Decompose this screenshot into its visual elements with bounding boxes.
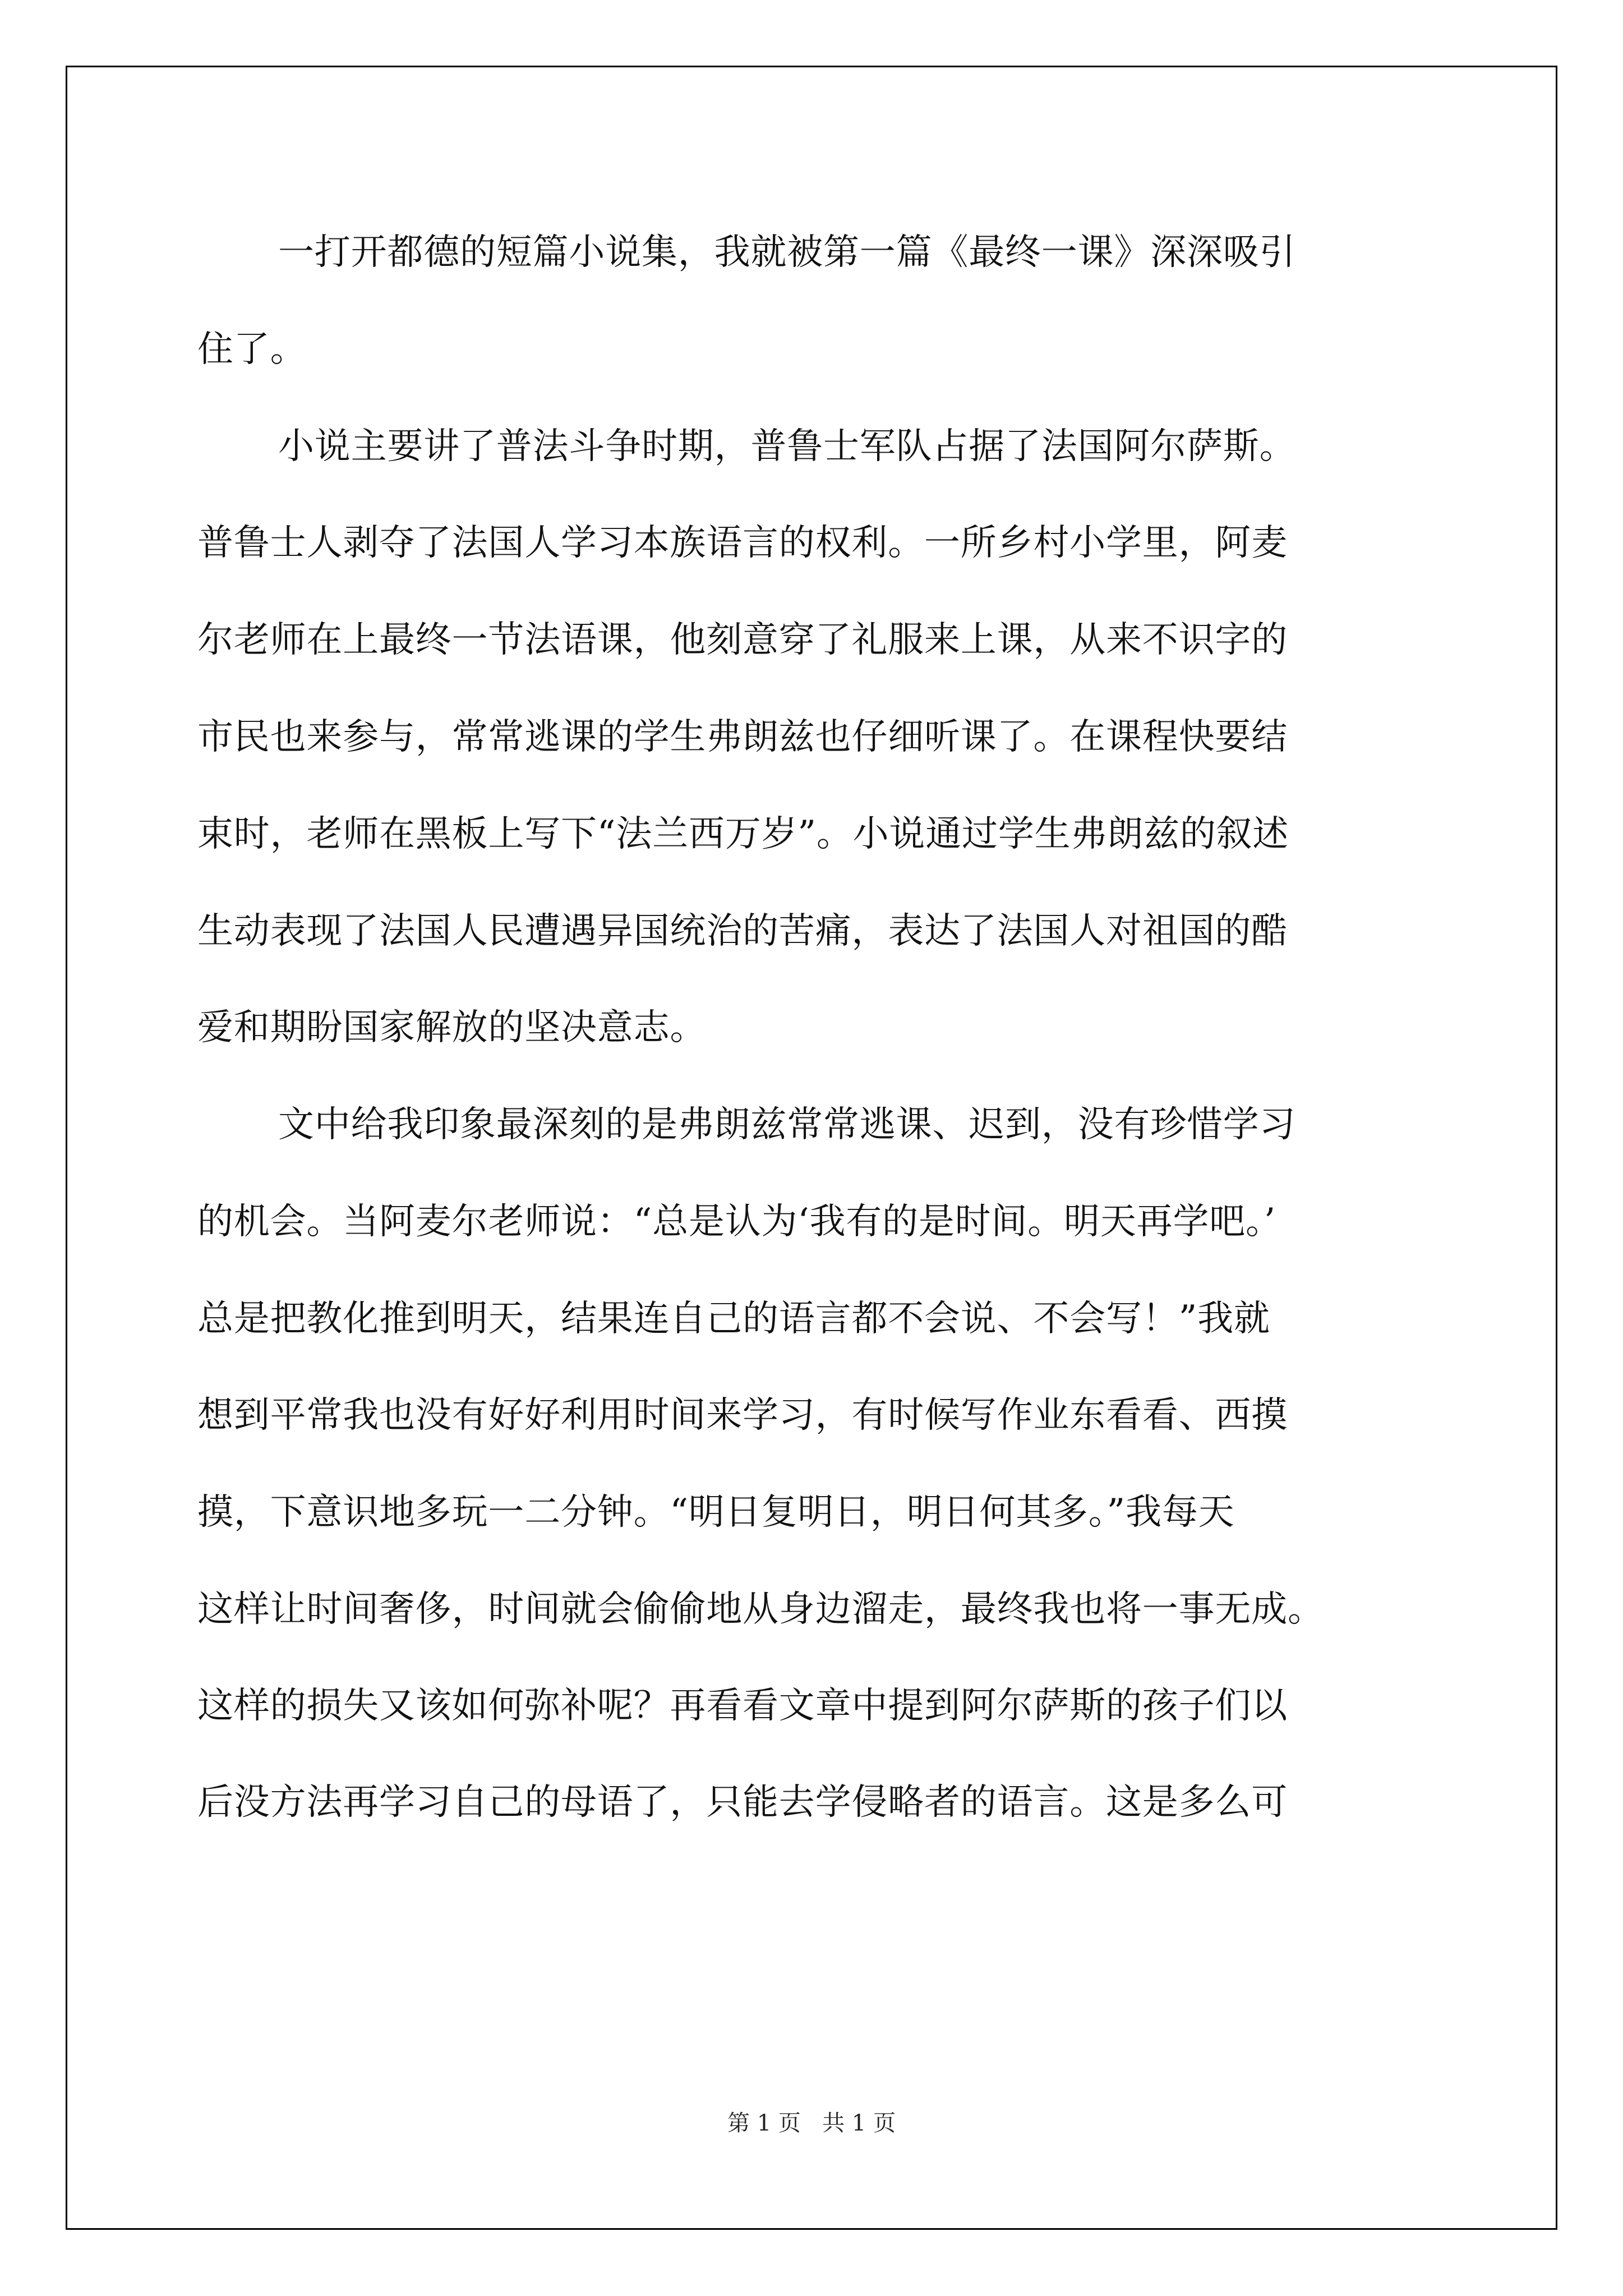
text-line: 一打开都德的短篇小说集，我就被第一篇《最终一课》深深吸引 xyxy=(278,232,1296,273)
text-line: 市民也来参与，常常逃课的学生弗朗兹也仔细听课了。在课程快要结 xyxy=(197,716,1288,758)
text-line: 总是把教化推到明天，结果连自己的语言都不会说、不会写！”我就 xyxy=(197,1298,1270,1340)
text-line: 这样的损失又该如何弥补呢？再看看文章中提到阿尔萨斯的孩子们以 xyxy=(197,1685,1288,1727)
text-line: 摸，下意识地多玩一二分钟。“明日复明日，明日何其多。”我每天 xyxy=(197,1492,1235,1533)
text-line: 普鲁士人剥夺了法国人学习本族语言的权利。一所乡村小学里，阿麦 xyxy=(197,522,1288,564)
text-line: 小说主要讲了普法斗争时期，普鲁士军队占据了法国阿尔萨斯。 xyxy=(278,426,1296,467)
text-line: 文中给我印象最深刻的是弗朗兹常常逃课、迟到，没有珍惜学习 xyxy=(278,1104,1296,1145)
text-line: 这样让时间奢侈，时间就会偷偷地从身边溜走，最终我也将一事无成。 xyxy=(197,1589,1324,1630)
text-line: 生动表现了法国人民遭遇异国统治的苦痛，表达了法国人对祖国的酷 xyxy=(197,910,1288,952)
text-line: 后没方法再学习自己的母语了，只能去学侵略者的语言。这是多么可 xyxy=(197,1782,1288,1823)
text-line: 爱和期盼国家解放的坚决意志。 xyxy=(197,1007,707,1048)
text-line: 束时，老师在黑板上写下“法兰西万岁”。小说通过学生弗朗兹的叙述 xyxy=(197,813,1289,855)
page-number-footer: 第 1 页 共 1 页 xyxy=(727,2110,896,2136)
text-line: 想到平常我也没有好好利用时间来学习，有时候写作业东看看、西摸 xyxy=(197,1395,1288,1436)
text-line: 住了。 xyxy=(197,329,307,370)
text-line: 的机会。当阿麦尔老师说：“总是认为‘我有的是时间。明天再学吧。’ xyxy=(197,1201,1276,1243)
text-line: 尔老师在上最终一节法语课，他刻意穿了礼服来上课，从来不识字的 xyxy=(197,619,1288,661)
